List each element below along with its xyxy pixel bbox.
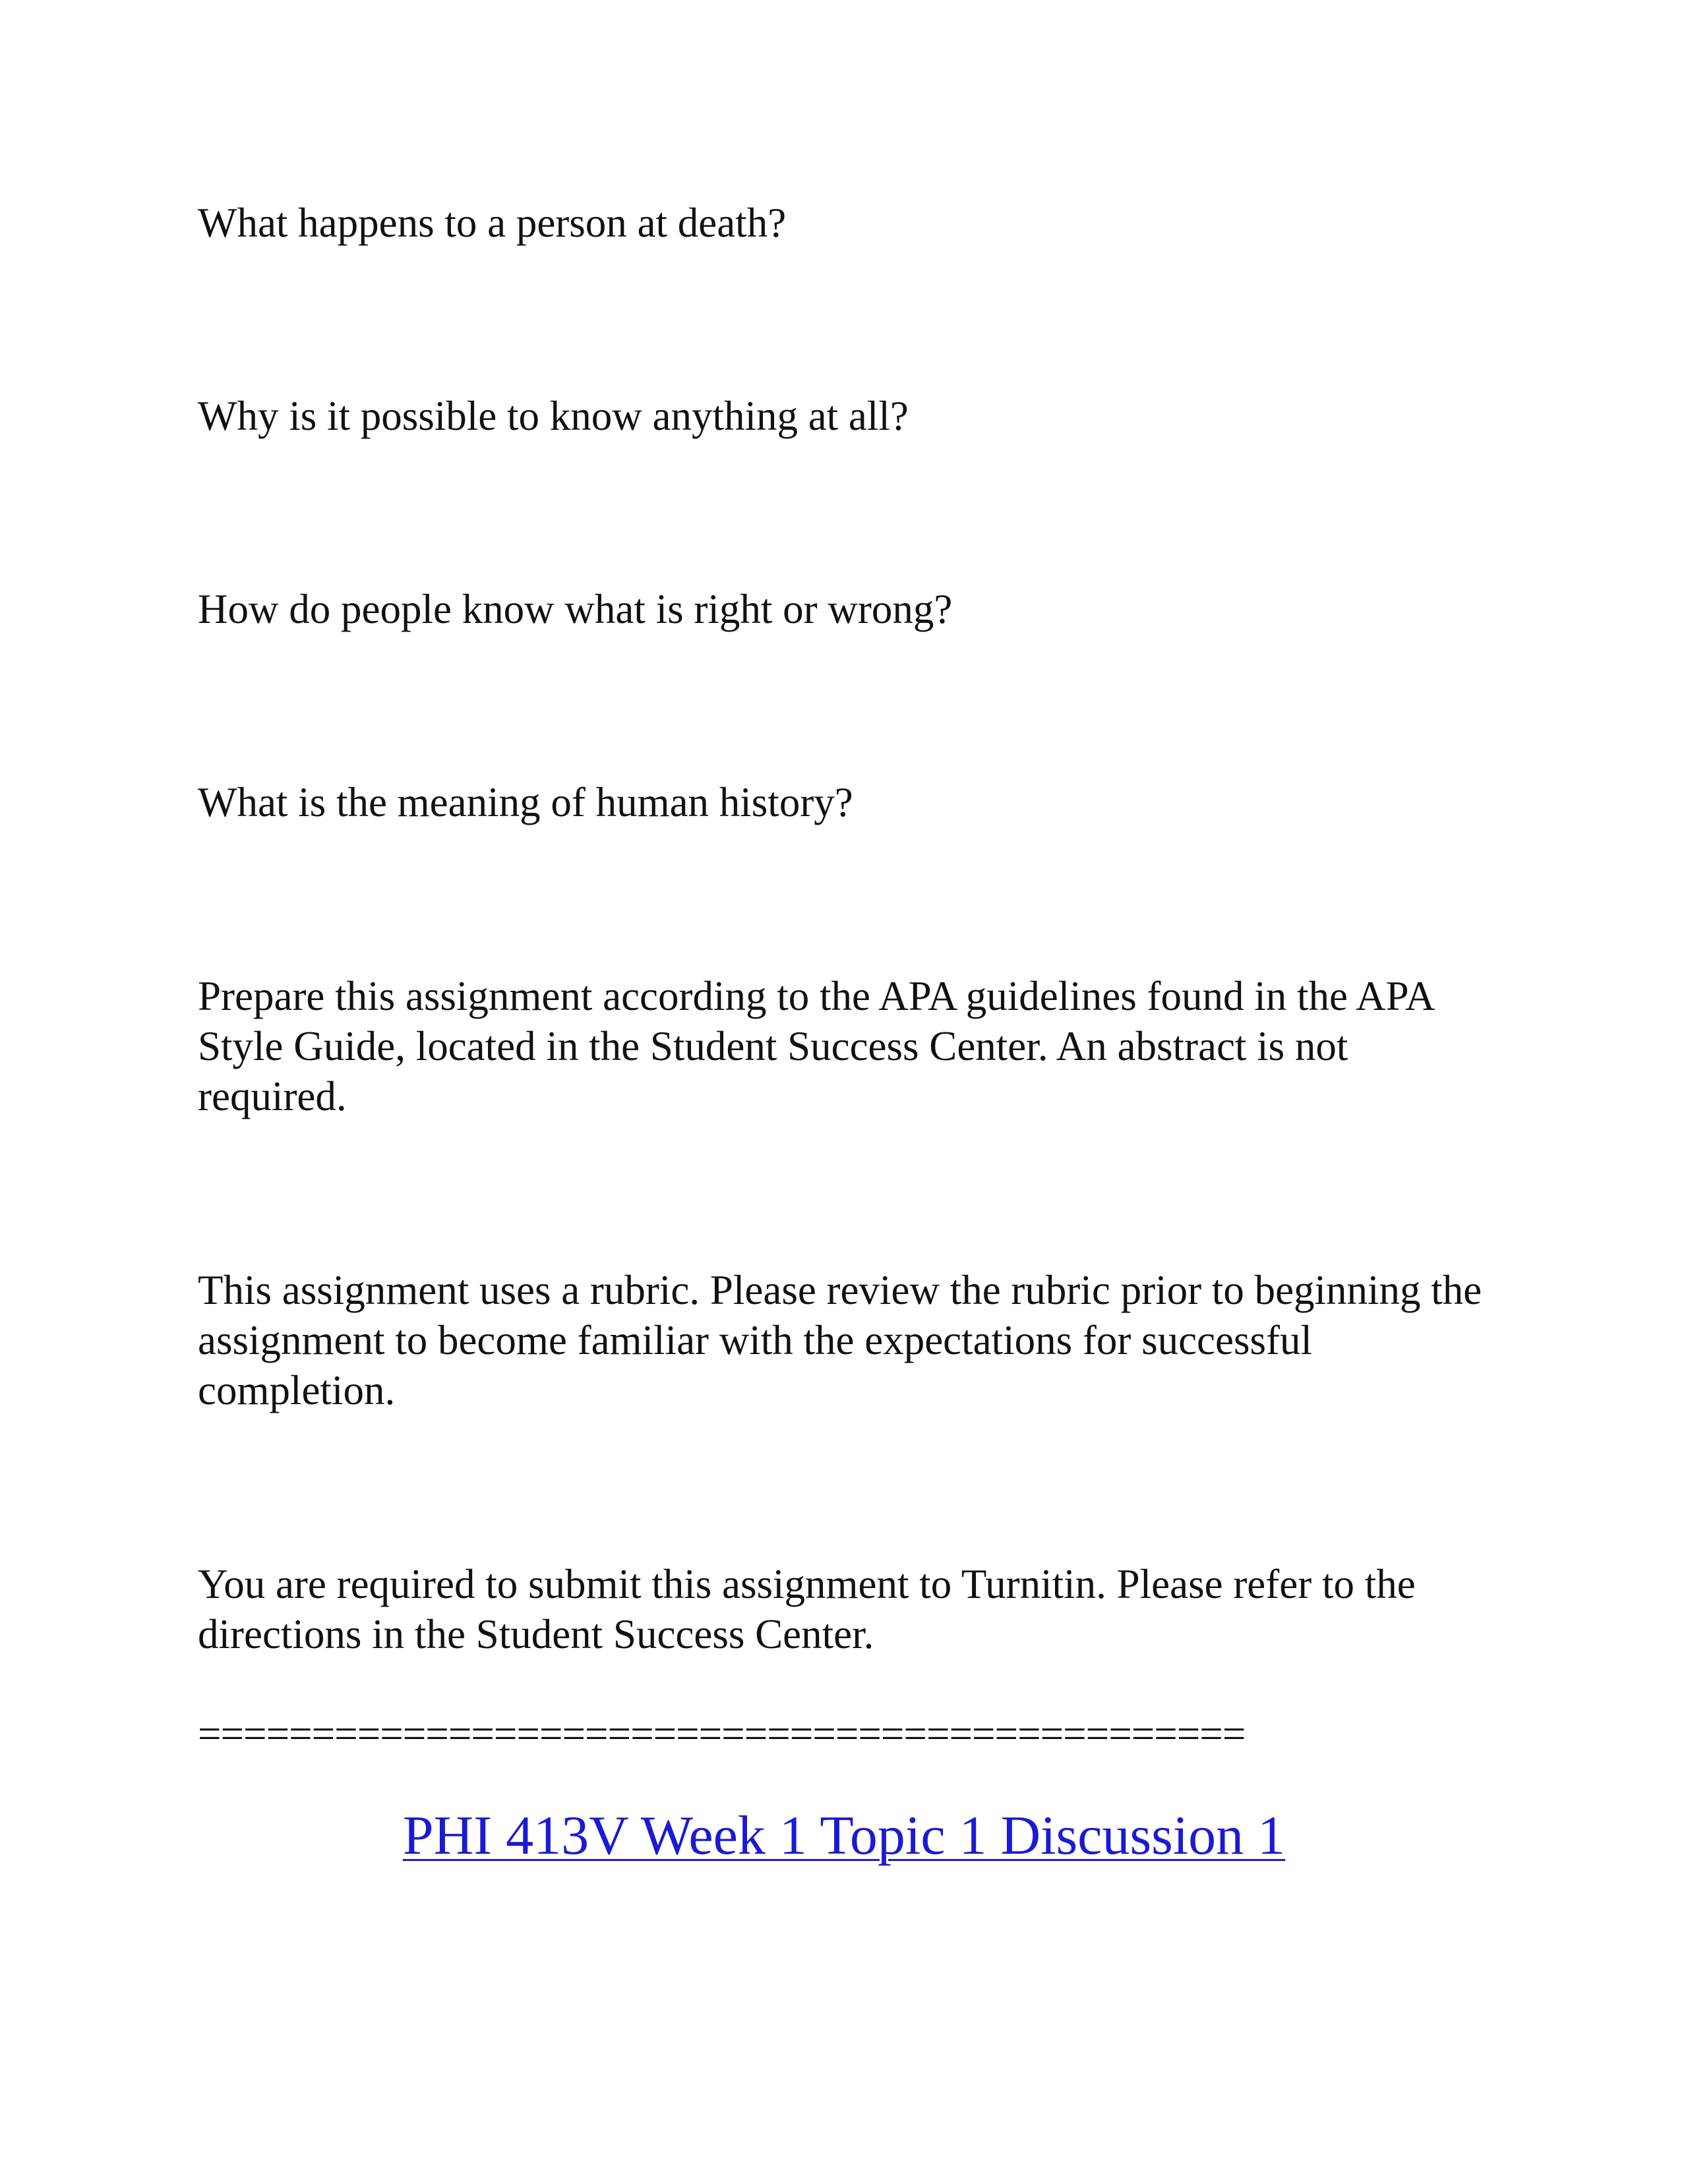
question-death: What happens to a person at death? [198,200,787,246]
question-right-wrong: How do people know what is right or wrong? [198,586,953,632]
question-knowledge: Why is it possible to know anything at all? [198,393,909,439]
paragraph-turnitin: You are required to submit this assignment to Turnitin. Please refer to the directions in the Student Success Center. [198,1561,1416,1657]
paragraph-apa-guidelines: Prepare this assignment according to the APA guidelines found in the APA Style Guide, located in the Student Success Center. An abstract is not required. [198,973,1433,1119]
paragraph-rubric: This assignment uses a rubric. Please review the rubric prior to beginning the assignment to become familiar with the expectations for successful completion. [198,1267,1482,1413]
separator-line: ============================================== [198,1711,1246,1757]
discussion-link[interactable]: PHI 413V Week 1 Topic 1 Discussion 1 [402,1805,1286,1866]
question-human-history: What is the meaning of human history? [198,779,853,825]
discussion-link-container [0,1803,1688,1869]
